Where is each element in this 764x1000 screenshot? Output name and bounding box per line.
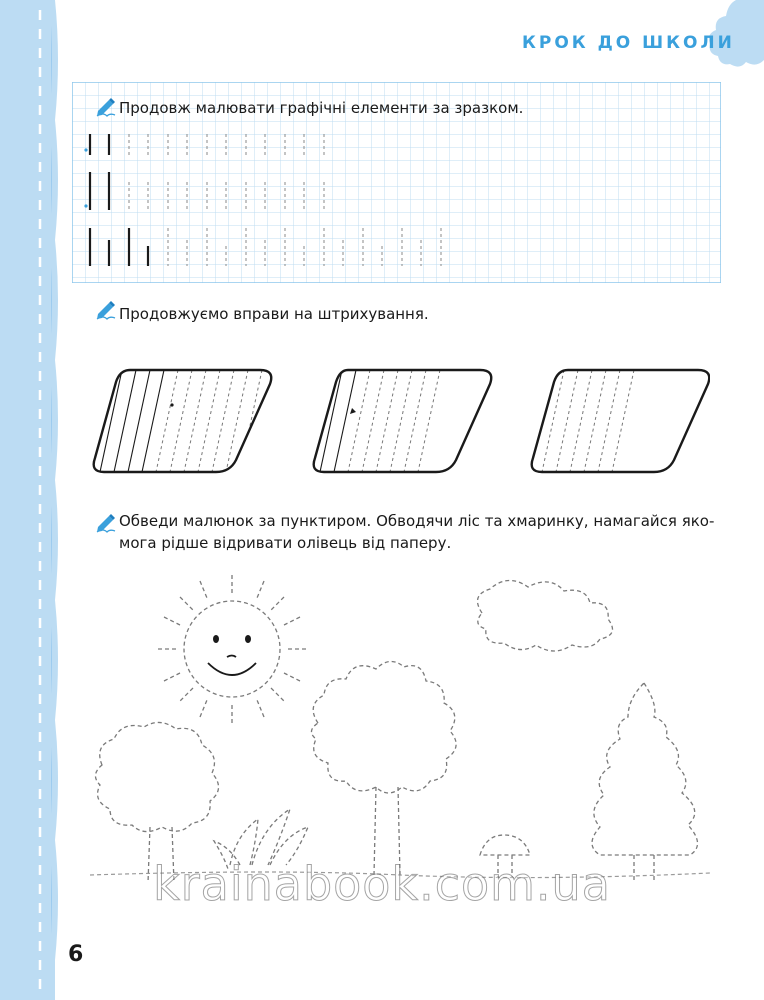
pencil-icon (95, 95, 117, 117)
sun (158, 575, 306, 723)
task-1-instruction: Продовж малювати графічні елементи за зразком. (119, 99, 524, 117)
task-2-instruction: Продовжуємо вправи на штрихування. (119, 305, 429, 323)
parallelogram-2 (320, 370, 440, 472)
left-decorative-strip (0, 0, 66, 1000)
pencil-icon (95, 511, 117, 533)
tracing-picture (80, 565, 720, 900)
round-tree (95, 722, 218, 831)
big-tree (311, 661, 456, 793)
watermark-text: krainabook.com.ua (153, 857, 611, 911)
sun-face (208, 635, 256, 675)
page-number: 6 (68, 942, 84, 967)
task-3-instruction-line-2: мога рідше відривати олівець від паперу. (119, 534, 452, 552)
hatching-shapes (90, 360, 710, 485)
fir-tree (592, 683, 698, 855)
cloud (478, 580, 613, 651)
pencil-icon (95, 298, 117, 320)
task-3-instruction-line-1: Обведи малюнок за пунктиром. Обводячи ліс та хмаринку, намагайся яко- (119, 512, 715, 530)
book-series-title: КРОК ДО ШКОЛИ (522, 33, 735, 53)
parallelogram-3 (542, 370, 634, 472)
